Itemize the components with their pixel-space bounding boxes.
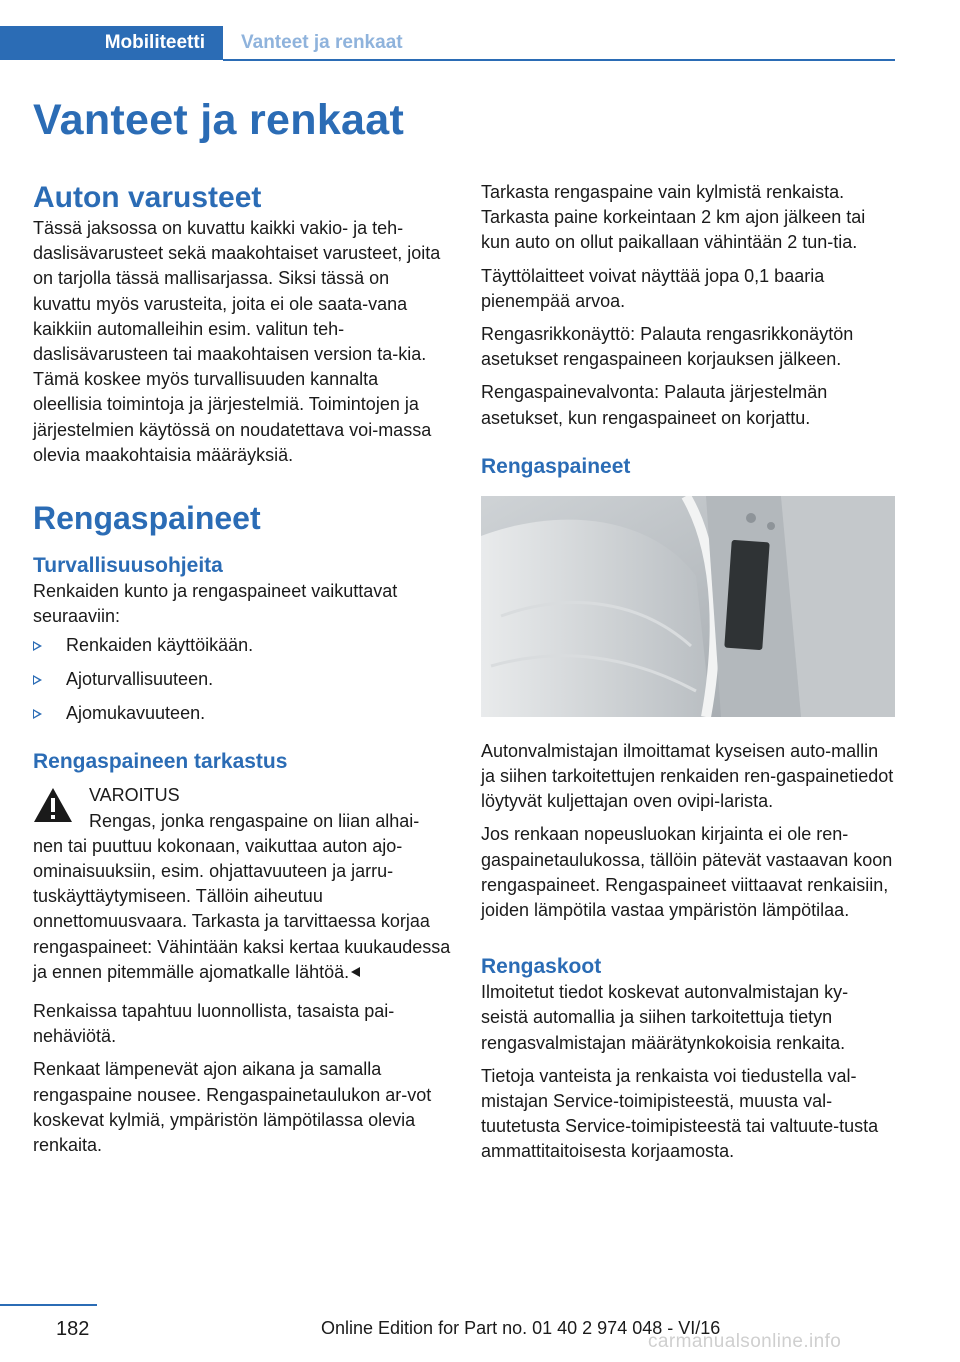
left-column — [33, 180, 451, 1158]
tyre-pressure-heading: Rengaspaineet — [33, 500, 261, 537]
safety-list — [33, 633, 451, 726]
sizes-heading: Rengaskoot — [481, 955, 602, 979]
warning-triangle-icon — [33, 787, 73, 823]
monitor-text: Rengaspainevalvonta: Palauta järjestelmän asetukset, kun rengaspaineet on korjattu. — [481, 382, 828, 428]
sizes-text: Ilmoitetut tiedot koskevat autonvalmistajan ky‐seistä automallia ja siihen tarkoitettuja tietyn rengasvalmistajan määrätynkokoisia renkaita. — [481, 982, 849, 1053]
edition-text: Online Edition for Part no. 01 40 2 974 048 - VI/16 — [321, 1318, 721, 1338]
cold-check-text: Tarkasta rengaspaine vain kylmistä renkaista. Tarkasta paine korkeintaan 2 km ajon jälkeen tai kun auto on ollut paikallaan vähintään 2 tun‐tia. — [481, 182, 866, 253]
flat-warning-text: Rengasrikkonäyttö: Palauta rengasrikkonäytön asetukset rengaspaineen korjauksen jälkeen. — [481, 324, 854, 370]
right-column — [481, 180, 895, 1165]
check-heading: Rengaspaineen tarkastus — [33, 750, 288, 774]
service-text: Tietoja vanteista ja renkaista voi tiedustella val‐mistajan Service-toimipisteestä, muusta val‐tuutetusta Service-toimipisteestä tai valtuute‐tusta ammattitaitoisesta korjaamosta. — [481, 1065, 879, 1162]
page-number: 182 — [56, 1318, 90, 1340]
page-title: Vanteet ja renkaat — [33, 96, 405, 144]
triangle-bullet-icon — [33, 709, 42, 719]
watermark: carmanualsonline.info — [648, 1331, 842, 1352]
equipment-heading: Auton varusteet — [33, 181, 262, 214]
equipment-text: Tässä jaksossa on kuvattu kaikki vakio- ja teh‐daslisävarusteet sekä maakohtaiset varusteet, joita on tarjolla tässä mallisarjassa. Siksi tässä on kuvattu myös varusteita, joita ei ole saata‐vana kaikkiin automalleihin esim. valitun teh‐daslisävarusteen tai maakohtaisen version ta‐kia. Tämä koskee myös turvallisuuden kannalta oleellisia toimintoja ja järjestelmiä. Toimintojen ja järjestelmien käytössä on noudatettava voi‐massa olevia maakohtaisia määräyksiä. — [33, 218, 441, 465]
list-item: Renkaiden käyttöikään. — [33, 633, 451, 658]
warning-first-line: Rengas, jonka rengaspaine on liian alhai‐ — [89, 810, 420, 831]
safety-intro: Renkaiden kunto ja rengaspaineet vaikuttavat seuraaviin: — [33, 581, 398, 627]
chapter-tab[interactable]: Mobiliteetti — [0, 26, 223, 60]
door-pillar-photo — [481, 496, 895, 717]
warning-text: nen tai puuttuu kokonaan, vaikuttaa auton ajo‐ominaisuuksiin, esim. ohjattavuuteen ja jarru‐tuskäyttäytymiseen. Tällöin aiheutuu onnettomuusvaara. Tarkasta ja tarvittaessa korjaa rengaspaineet: Vähintään kaksi kertaa kuukaudessa ja ennen pitemmälle ajomatkalle lähtöä. — [33, 835, 451, 982]
running-header — [0, 0, 895, 62]
pressures-heading: Rengaspaineet — [481, 454, 631, 478]
triangle-bullet-icon — [33, 675, 42, 685]
section-tab[interactable]: Vanteet ja renkaat — [241, 32, 403, 53]
list-item: Ajomukavuuteen. — [33, 701, 451, 726]
safety-heading: Turvallisuusohjeita — [33, 554, 223, 578]
door-pillar-text: Autonvalmistajan ilmoittamat kyseisen auto‐mallin ja siihen tarkoitettujen renkaiden ren‐gaspainetiedot löytyvät kuljettajan oven ovipi‐larista. — [481, 740, 894, 812]
gauge-text: Täyttölaitteet voivat näyttää jopa 0,1 baaria pienempää arvoa. — [481, 265, 825, 311]
warning-block — [33, 783, 451, 985]
triangle-bullet-icon — [33, 641, 42, 651]
list-item: Ajoturvallisuuteen. — [33, 667, 451, 692]
pressure-loss-text: Renkaissa tapahtuu luonnollista, tasaista pai‐nehäviötä. — [33, 1001, 395, 1047]
header-rule — [223, 59, 895, 61]
warning-label: VAROITUS — [89, 785, 180, 806]
speed-letter-text: Jos renkaan nopeusluokan kirjainta ei ole ren‐gaspainetaulukossa, tällöin pätevät vastaavan koon rengaspaineet. Rengaspaineet viittaavat renkaisiin, joiden lämpötila vastaa ympäristön lämpötilaa. — [481, 824, 893, 921]
footer-rule — [0, 1304, 97, 1306]
warm-tyres-text: Renkaat lämpenevät ajon aikana ja samalla rengaspaine nousee. Rengaspainetaulukon ar‐vot koskevat kylmiä, ympäristön lämpötilassa olevia renkaita. — [33, 1059, 432, 1156]
door-pillar-illustration — [481, 496, 895, 717]
end-mark-icon — [351, 967, 360, 977]
